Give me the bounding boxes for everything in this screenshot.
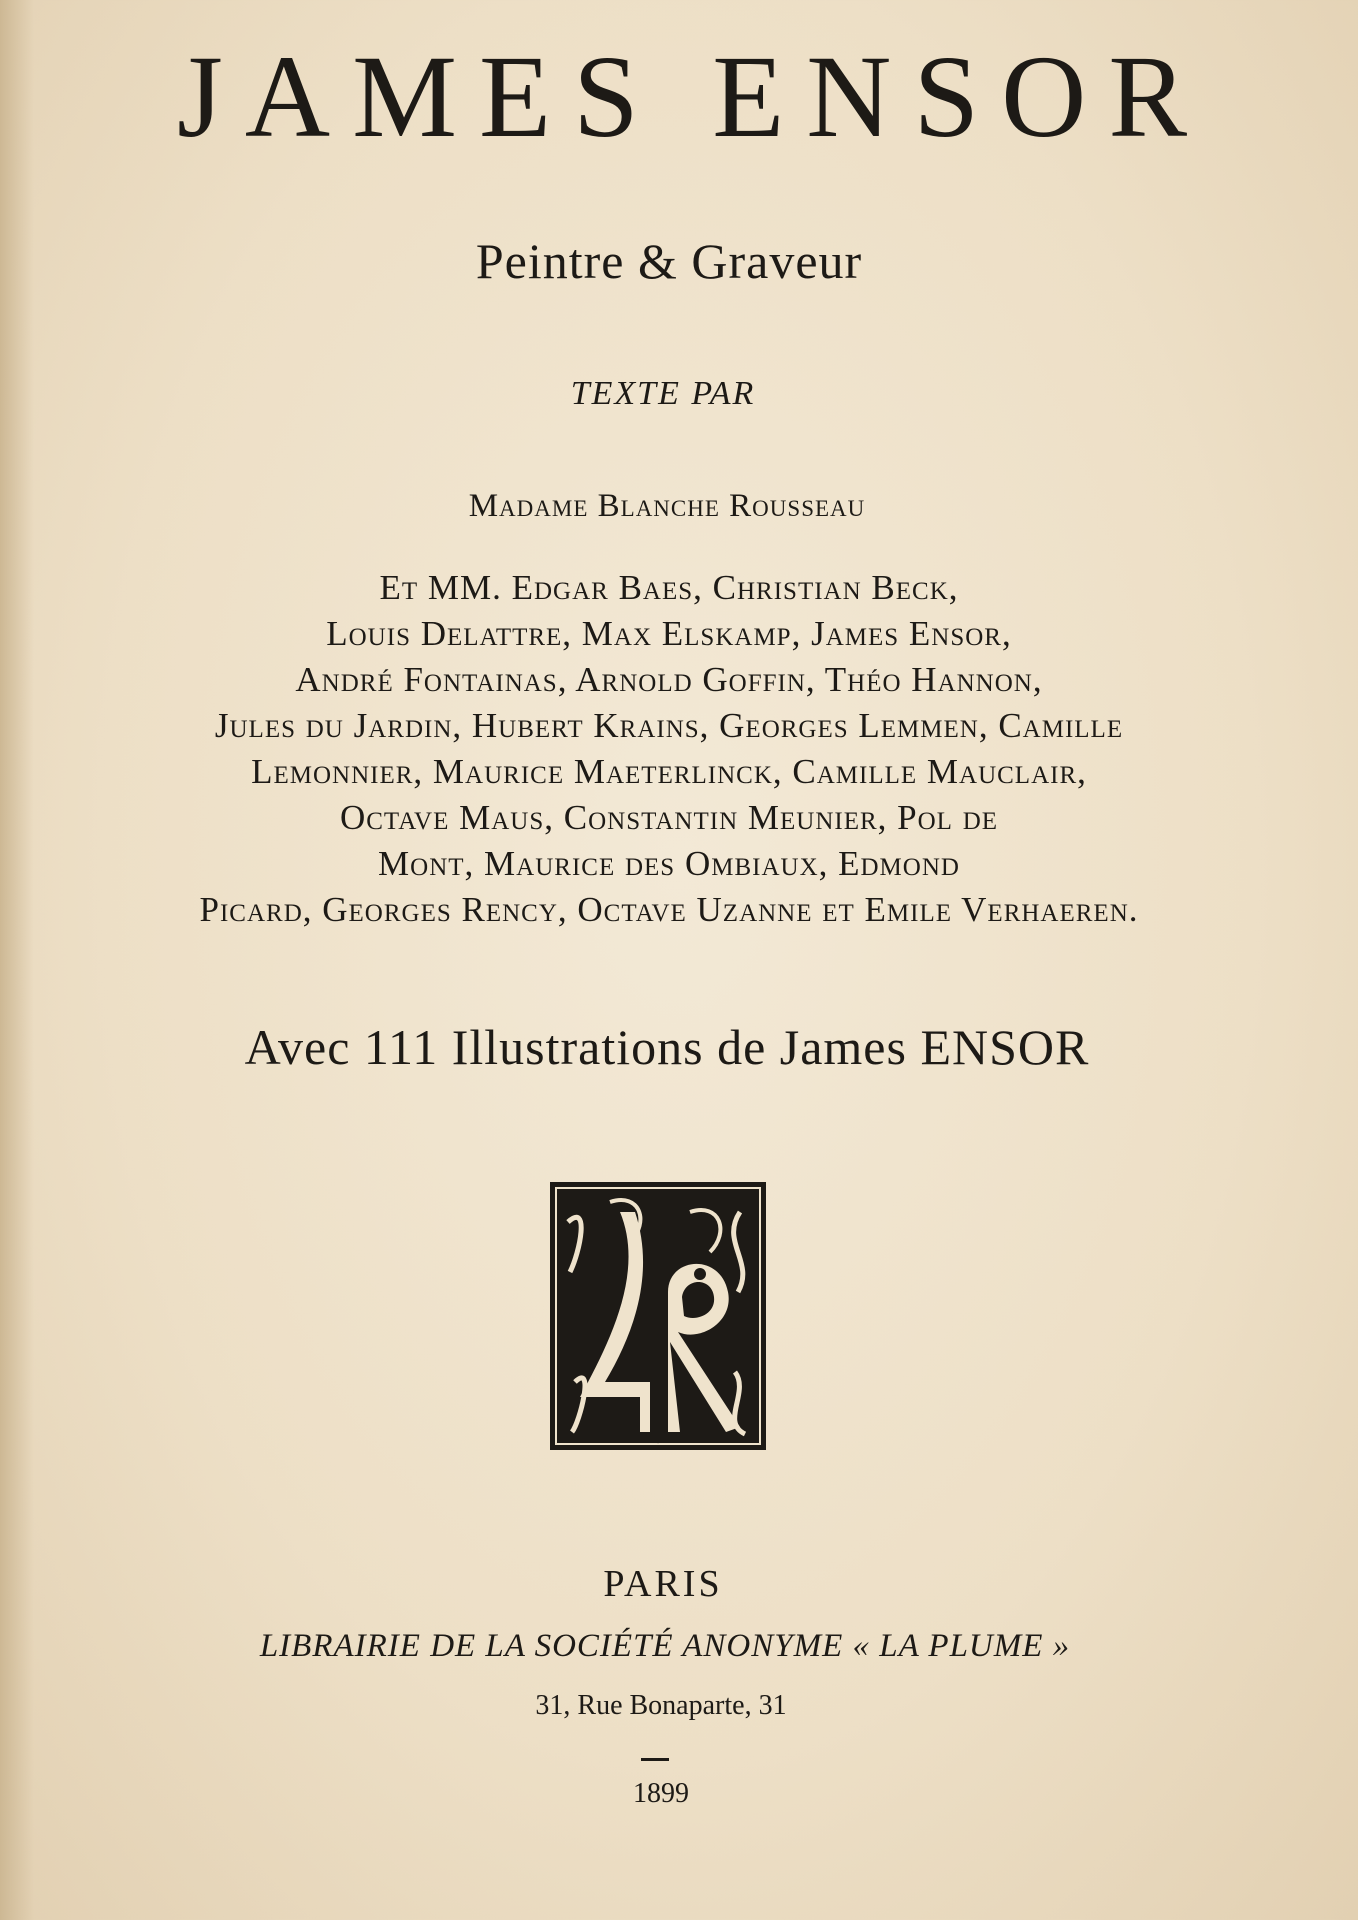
imprint-year: 1899 (633, 1778, 689, 1809)
book-title: JAMES ENSOR (176, 31, 1210, 162)
texte-par-label: TEXTE PAR (570, 375, 756, 412)
divider-dash (641, 1758, 669, 1761)
author-madame: Madame Blanche Rousseau (468, 488, 866, 524)
book-subtitle: Peintre & Graveur (475, 233, 863, 289)
contributors-list (0, 565, 1338, 933)
illustrations-note: Avec 111 Illustrations de James ENSOR (244, 1019, 1090, 1075)
contributors-line: André Fontainas, Arnold Goffin, Théo Hannon, (295, 660, 1043, 699)
imprint-publisher: LIBRAIRIE DE LA SOCIÉTÉ ANONYME « LA PLUME » (259, 1628, 1071, 1664)
contributors-line: Lemonnier, Maurice Maeterlinck, Camille Mauclair, (251, 752, 1087, 791)
contributors-line: Picard, Georges Rency, Octave Uzanne et Emile Verhaeren. (199, 890, 1139, 929)
contributors-line: Mont, Maurice des Ombiaux, Edmond (378, 844, 960, 883)
imprint-address: 31, Rue Bonaparte, 31 (535, 1690, 787, 1721)
publisher-mark-icon (550, 1182, 766, 1450)
contributors-line: Jules du Jardin, Hubert Krains, Georges Lemmen, Camille (214, 706, 1124, 745)
imprint-city: PARIS (603, 1563, 723, 1605)
publisher-mark-letters: LP (657, 1444, 659, 1445)
contributors-line: Louis Delattre, Max Elskamp, James Ensor, (326, 614, 1012, 653)
contributors-line: Et MM. Edgar Baes, Christian Beck, (379, 568, 959, 607)
contributors-line: Octave Maus, Constantin Meunier, Pol de (339, 798, 999, 837)
